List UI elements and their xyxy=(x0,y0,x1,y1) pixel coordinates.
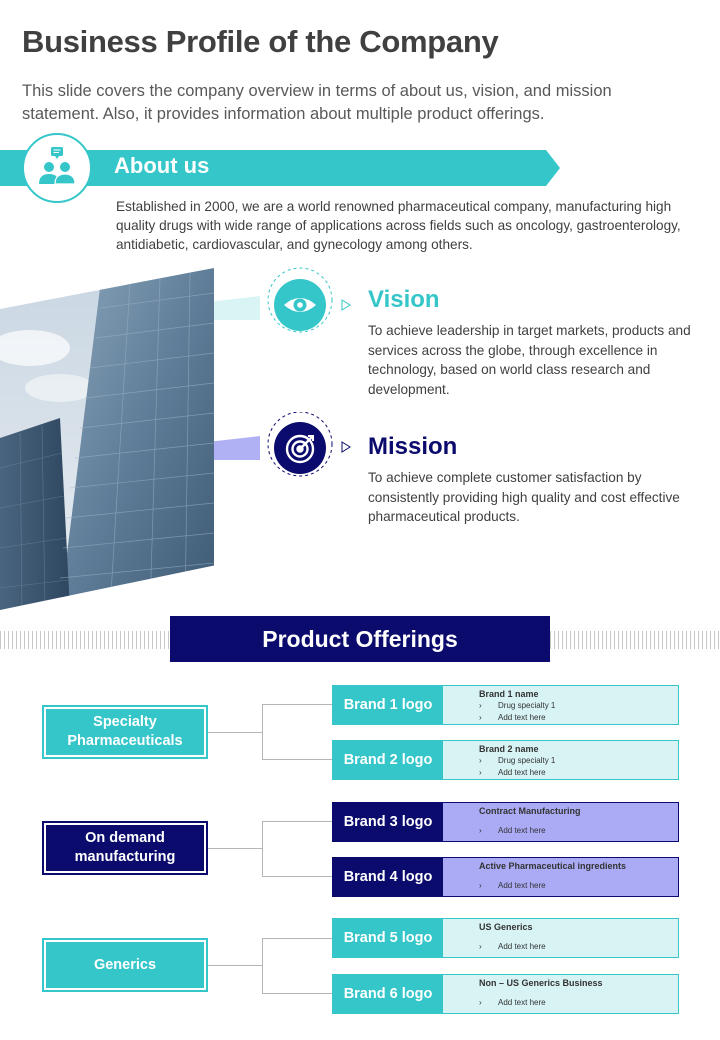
vision-icon-wrap xyxy=(262,265,332,335)
building-image xyxy=(0,268,214,610)
connector-line xyxy=(262,876,332,877)
brand-info xyxy=(443,803,678,841)
about-heading: About us xyxy=(114,153,210,178)
brand-logo: Brand 2 logo xyxy=(333,741,443,779)
connector-line xyxy=(208,848,262,849)
brand-row-5 xyxy=(332,918,679,958)
brand-row-4 xyxy=(332,857,679,897)
brand-logo: Brand 3 logo xyxy=(333,803,443,841)
brand-detail: Add text here xyxy=(498,998,546,1007)
brand-info xyxy=(443,858,678,896)
connector-line xyxy=(208,965,262,966)
connector-line xyxy=(262,938,263,994)
brand-name: Brand 1 name xyxy=(479,689,539,699)
chevron-right-icon: › xyxy=(479,712,482,722)
brand-row-6 xyxy=(332,974,679,1014)
brand-logo: Brand 5 logo xyxy=(333,919,443,957)
brand-detail: Add text here xyxy=(498,942,546,951)
brand-row-3 xyxy=(332,802,679,842)
brand-row-2 xyxy=(332,740,679,780)
vision-connector-strip xyxy=(214,296,260,320)
category-label: Generics xyxy=(93,956,157,973)
mission-heading: Mission xyxy=(368,433,458,460)
mission-connector-strip xyxy=(214,436,260,460)
chevron-right-icon: › xyxy=(479,942,482,951)
divider-left xyxy=(0,631,170,649)
category-generics xyxy=(42,938,208,992)
vision-text: To achieve leadership in target markets, products and services across the globe, through excellence in technology, based on world class research and development. xyxy=(368,323,691,397)
brand-info xyxy=(443,686,678,724)
brand-detail: Drug specialty 1 xyxy=(498,701,556,710)
brand-logo: Brand 4 logo xyxy=(333,858,443,896)
mission-text: To achieve complete customer satisfaction by consistently providing high quality and cost effective pharmaceutical products. xyxy=(368,470,680,524)
product-offerings-title: Product Offerings xyxy=(170,616,550,662)
vision-heading: Vision xyxy=(368,286,440,313)
connector-line xyxy=(262,993,332,994)
brand-name: Brand 2 name xyxy=(479,744,539,754)
category-on-demand-manufacturing xyxy=(42,821,208,875)
connector-line xyxy=(262,821,263,877)
connector-line xyxy=(262,704,332,705)
brand-logo: Brand 6 logo xyxy=(333,975,443,1013)
category-label: On demand manufacturing xyxy=(74,830,176,865)
category-specialty-pharmaceuticals xyxy=(42,705,208,759)
brand-info xyxy=(443,741,678,779)
people-chat-icon xyxy=(35,146,79,190)
connector-line xyxy=(262,759,332,760)
brand-info xyxy=(443,975,678,1013)
page-subtitle: This slide covers the company overview in terms of about us, vision, and mission statement. Also, it provides information about multiple product offerings. xyxy=(22,82,612,123)
chevron-right-icon: › xyxy=(479,998,482,1007)
brand-detail: Add text here xyxy=(498,826,546,835)
connector-line xyxy=(262,704,263,760)
chevron-right-icon: › xyxy=(479,756,482,765)
brand-info xyxy=(443,919,678,957)
chevron-right-icon: › xyxy=(479,701,482,710)
chevron-right-icon: › xyxy=(479,767,482,777)
divider-right xyxy=(550,631,720,649)
brand-name: Non – US Generics Business xyxy=(479,978,603,988)
chevron-right-icon: › xyxy=(479,826,482,835)
brand-detail: Add text here xyxy=(498,881,546,890)
about-text: Established in 2000, we are a world renowned pharmaceutical company, manufacturing high quality drugs with wide range of applications across fields such as oncology, gastroenterology, antidiabetic, cardiovascular, and gynecology among others. xyxy=(116,199,681,252)
brand-detail: Add text here xyxy=(498,767,546,777)
brand-detail: Add text here xyxy=(498,712,546,722)
page-title: Business Profile of the Company xyxy=(22,24,499,59)
connector-line xyxy=(262,938,332,939)
brand-name: US Generics xyxy=(479,922,533,932)
mission-icon-wrap xyxy=(262,412,332,482)
brand-name: Contract Manufacturing xyxy=(479,806,581,816)
connector-line xyxy=(208,732,262,733)
brand-logo: Brand 1 logo xyxy=(333,686,443,724)
connector-line xyxy=(262,821,332,822)
chevron-right-icon: › xyxy=(479,881,482,890)
brand-row-1 xyxy=(332,685,679,725)
brand-name: Active Pharmaceutical ingredients xyxy=(479,861,627,871)
about-icon-circle xyxy=(22,133,92,203)
category-label: Specialty Pharmaceuticals xyxy=(67,714,183,749)
brand-detail: Drug specialty 1 xyxy=(498,756,556,765)
